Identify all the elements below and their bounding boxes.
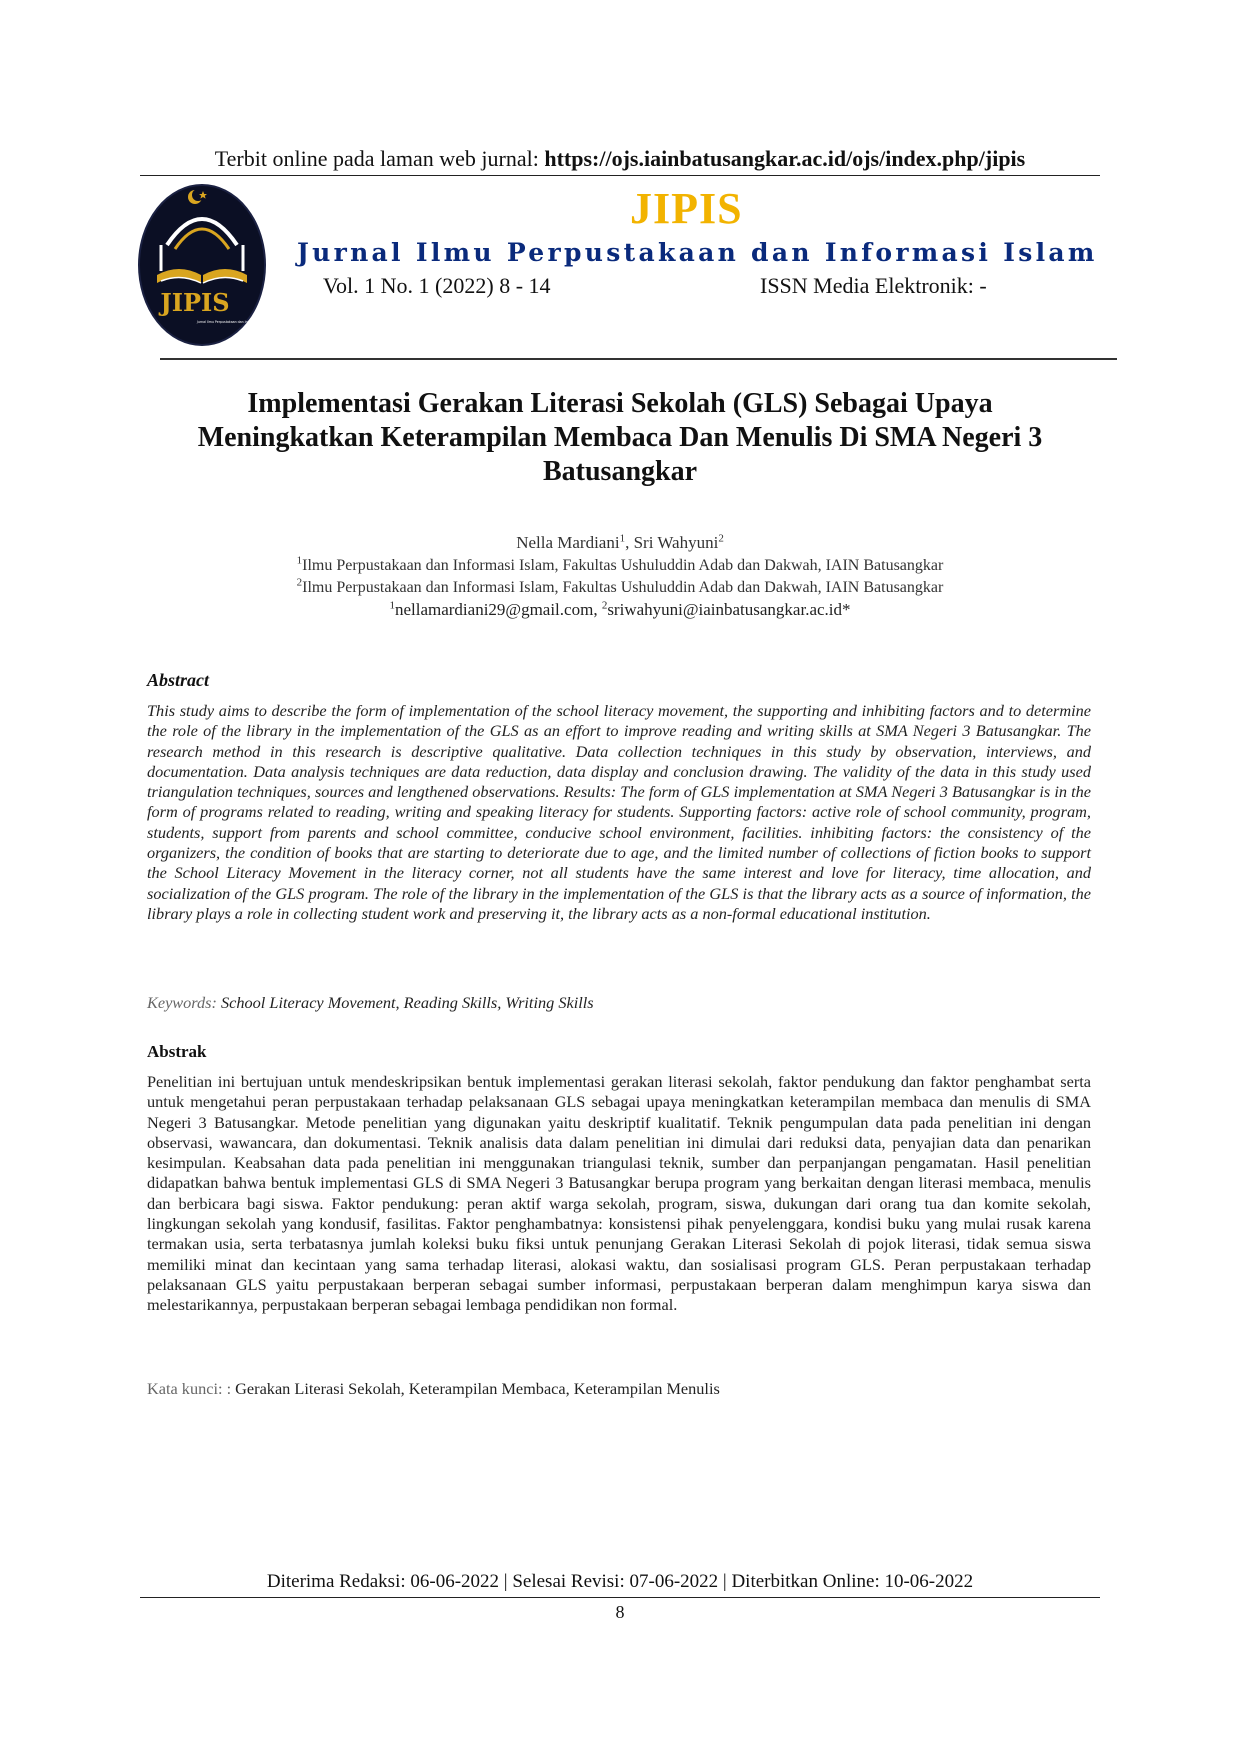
publication-dates: Diterima Redaksi: 06-06-2022 | Selesai Revisi: 07-06-2022 | Diterbitkan Online: 10-06-2022 [266, 1571, 974, 1592]
keywords-label: Kata kunci: : [147, 1379, 236, 1398]
affiliation-text: Ilmu Perpustakaan dan Informasi Islam, Fakultas Ushuluddin Adab dan Dakwah, IAIN Batusangkar [302, 579, 944, 596]
logo-subtext: Jurnal Ilmu Perpustakaan dan Informasi Islam [196, 320, 267, 324]
keywords-en [147, 993, 594, 1013]
affiliation [140, 578, 1100, 598]
author-emails [140, 599, 1100, 621]
header-divider [160, 358, 1117, 360]
footer-divider [140, 1597, 1100, 1598]
keywords-value: Gerakan Literasi Sekolah, Keterampilan Membaca, Keterampilan Menulis [235, 1379, 720, 1398]
email-superscript: 1 [389, 599, 395, 612]
journal-abbreviation: JIPIS [630, 184, 743, 233]
affiliation-superscript: 1 [296, 554, 303, 567]
article-title [110, 387, 1130, 489]
keywords-id [147, 1379, 720, 1399]
email-superscript: 2 [601, 599, 608, 612]
online-notice-prefix: Terbit online pada laman web jurnal: [214, 146, 545, 171]
abstract-body-en: This study aims to describe the form of implementation of the school literacy movement, the supporting and inhibiting factors and to determine the role of the library in the implementation of the GLS as an effort to improve reading and writing skills at SMA Negeri 3 Batusangkar. The research method in this research is descriptive qualitative. Data collection techniques in this study by observation, interviews, and documentation. Data analysis techniques are data reduction, data display and conclusion drawing. The validity of the data in this study used triangulation techniques, sources and lengthened observations. Results: The form of GLS implementation at SMA Negeri 3 Batusangkar is in the form of programs related to reading, writing and speaking literacy for students. Supporting factors: active role of school community, program, students, support from parents and school committee, conducive school environment, facilities. inhibiting factors: the consistency of the organizers, the condition of books that are starting to deteriorate due to age, and the limited number of collections of fiction books to support the School Literacy Movement in the literacy corner, not all students have the same interest and love for literacy, time allocation, and socialization of the GLS program. The role of the library in the implementation of the GLS is that the library acts as a source of information, the library plays a role in collecting student work and preserving it, the library acts as a non-formal educational institution. [147, 701, 1091, 923]
email-link[interactable]: nellamardiani29@gmail.com [394, 600, 594, 619]
online-notice [140, 146, 1100, 172]
title-line: Implementasi Gerakan Literasi Sekolah (GLS) Sebagai Upaya [247, 388, 993, 419]
author-superscript: 1 [619, 532, 626, 545]
author-list [140, 532, 1100, 554]
abstract-body-id: Penelitian ini bertujuan untuk mendeskripsikan bentuk implementasi gerakan literasi sekolah, faktor pendukung dan faktor penghambat serta untuk mengetahui peran perpustakaan terhadap pelaksanaan GLS sebagai upaya meningkatkan keterampilan membaca dan menulis di SMA Negeri 3 Batusangkar. Metode penelitian yang digunakan yaitu deskriptif kualitatif. Teknik pengumpulan data pada penelitian ini dengan observasi, wawancara, dan dokumentasi. Teknik analisis data dalam penelitian ini dimulai dari reduksi data, penyajian data dan penarikan kesimpulan. Keabsahan data pada penelitian ini menggunakan triangulasi teknik, sumber dan perpanjangan pengamatan. Hasil penelitian didapatkan bahwa bentuk implementasi GLS di SMA Negeri 3 Batusangkar berupa program yang berkaitan dengan literasi membaca, menulis dan berbicara bagi siswa. Faktor pendukung: peran aktif warga sekolah, program, siswa, dukungan dari orang tua dan komite sekolah, lingkungan sekolah yang kondusif, fasilitas. Faktor penghambatnya: konsistensi pihak penyelenggara, kondisi buku yang mulai rusak karena termakan usia, serta terbatasnya jumlah koleksi buku fiksi untuk penunjang Gerakan Literasi Sekolah di pojok literasi, tidak semua siswa memiliki minat dan kecintaan yang sama terhadap literasi, alokasi waktu, dan sosialisasi program GLS. Peran perpustakaan terhadap pelaksanaan GLS yaitu perpustakaan berperan sebagai sumber informasi, perpustakaan berperan dalam menghimpun karya siswa dan melestarikannya, perpustakaan berperan sebagai lembaga pendidikan non formal. [147, 1072, 1091, 1315]
author-separator: , [625, 533, 634, 552]
journal-url-link[interactable]: https://ojs.iainbatusangkar.ac.id/ojs/index.php/jipis [544, 146, 1026, 171]
keywords-label: Keywords: [147, 993, 222, 1012]
jipis-logo-graphic [137, 183, 267, 347]
issn-info: ISSN Media Elektronik: - [760, 273, 987, 298]
author-name: Sri Wahyuni [633, 533, 719, 552]
affiliation-superscript: 2 [296, 576, 303, 589]
keywords-value: School Literacy Movement, Reading Skills, Writing Skills [221, 993, 594, 1012]
email-separator: , [593, 600, 602, 619]
jipis-logo [137, 183, 267, 347]
title-line: Batusangkar [542, 456, 698, 487]
email-link[interactable]: sriwahyuni@iainbatusangkar.ac.id* [607, 600, 851, 619]
page-number: 8 [615, 1602, 625, 1622]
author-superscript: 2 [718, 532, 724, 545]
affiliation-text: Ilmu Perpustakaan dan Informasi Islam, Fakultas Ushuluddin Adab dan Dakwah, IAIN Batusangkar [302, 557, 944, 574]
affiliation [140, 556, 1100, 576]
journal-name: Jurnal Ilmu Perpustakaan dan Informasi Islam [297, 238, 1098, 267]
abstract-heading-id: Abstrak [147, 1042, 207, 1061]
abstract-heading-en: Abstract [147, 670, 210, 690]
logo-text: JIPIS [160, 288, 230, 317]
top-divider [140, 175, 1100, 176]
author-name: Nella Mardiani [516, 533, 620, 552]
title-line: Meningkatkan Keterampilan Membaca Dan Menulis Di SMA Negeri 3 [197, 422, 1043, 453]
volume-info: Vol. 1 No. 1 (2022) 8 - 14 [323, 273, 551, 298]
